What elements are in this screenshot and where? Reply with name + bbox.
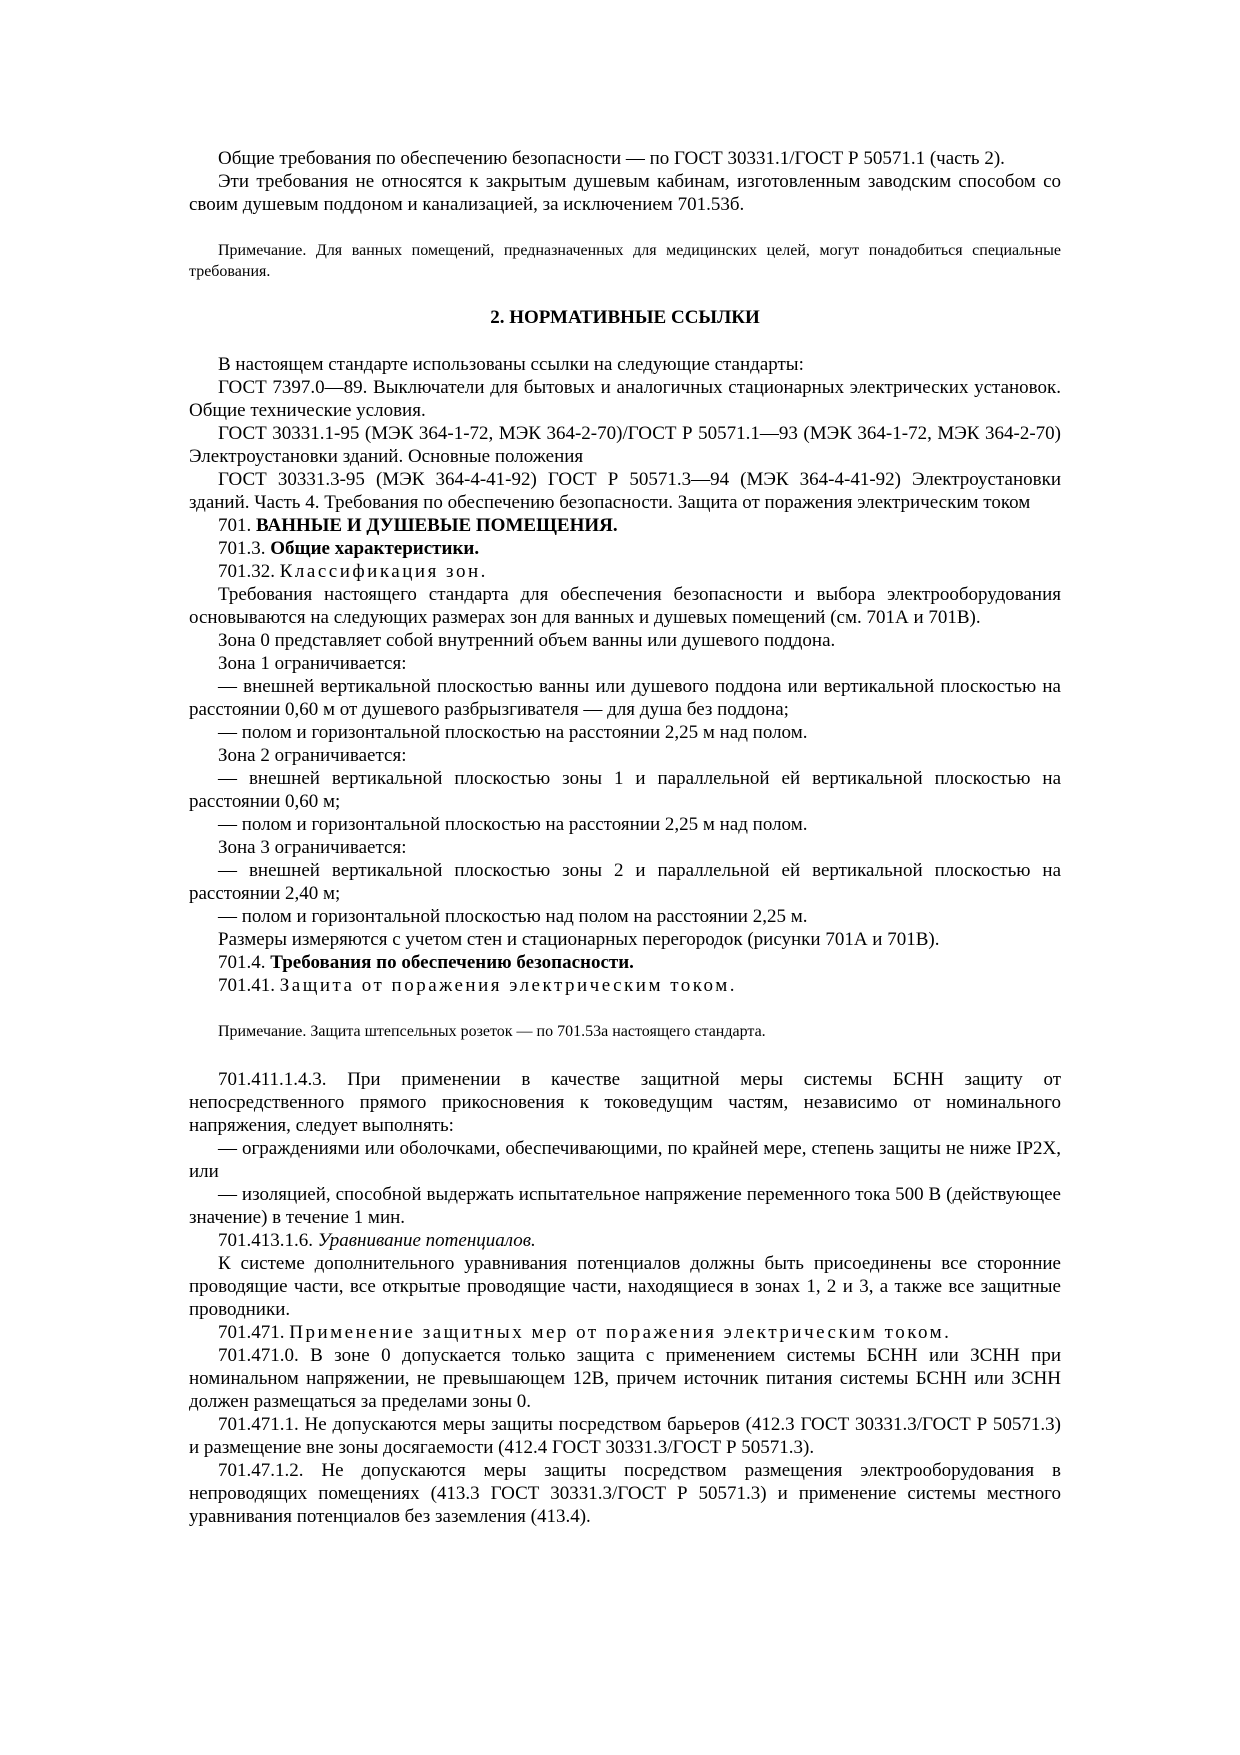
clause-701 <box>189 514 1061 537</box>
document-page <box>189 147 1061 1528</box>
reference-1: ГОСТ 7397.0—89. Выключатели для бытовых и аналогичных стационарных электрических установок. Общие технические условия. <box>189 377 1061 421</box>
zone-3-item-a: — внешней вертикальной плоскостью зоны 2 и параллельной ей вертикальной плоскостью на расстоянии 2,40 м; <box>189 860 1061 904</box>
zone-2: Зона 2 ограничивается: <box>218 745 407 766</box>
clause-title: Уравнивание потенциалов. <box>317 1230 536 1251</box>
clause-title: Защита от поражения электрическим током. <box>279 975 737 996</box>
clause-701-471-0: 701.471.0. В зоне 0 допускается только защита с применением системы БСНН или ЗСНН при номинальном напряжении, не превышающем 12В, причем источник питания системы БСНН или ЗСНН должен размещаться за пределами зоны 0. <box>189 1345 1061 1412</box>
zone-3: Зона 3 ограничивается: <box>218 837 407 858</box>
protection-item-2: — изоляцией, способной выдержать испытательное напряжение переменного тока 500 В (действующее значение) в течение 1 мин. <box>189 1184 1061 1228</box>
zone-2-item-b: — полом и горизонтальной плоскостью на расстоянии 2,25 м над полом. <box>218 814 808 835</box>
zone-0: Зона 0 представляет собой внутренний объем ванны или душевого поддона. <box>218 630 836 651</box>
clause-number: 701.41. <box>218 975 280 996</box>
clause-number: 701. <box>218 515 256 536</box>
intro-note: Примечание. Для ванных помещений, предназначенных для медицинских целей, могут понадобиться специальные требования. <box>189 242 1061 280</box>
clause-701-471-1: 701.471.1. Не допускаются меры защиты посредством барьеров (412.3 ГОСТ 30331.3/ГОСТ Р 50571.3) и размещение вне зоны досягаемости (412.4 ГОСТ 30331.3/ГОСТ Р 50571.3). <box>189 1414 1061 1458</box>
clause-701-3 <box>189 537 1061 560</box>
clause-number: 701.4. <box>218 952 271 973</box>
zone-1-item-a: — внешней вертикальной плоскостью ванны или душевого поддона или вертикальной плоскостью на расстоянии 0,60 м от душевого разбрызгивателя — для душа без поддона; <box>189 676 1061 720</box>
zone-1-item-b: — полом и горизонтальной плоскостью на расстоянии 2,25 м над полом. <box>218 722 808 743</box>
reference-2: ГОСТ 30331.1-95 (МЭК 364-1-72, МЭК 364-2-70)/ГОСТ Р 50571.1—93 (МЭК 364-1-72, МЭК 364-2-70) Электроустановки зданий. Основные положения <box>189 423 1061 467</box>
clause-number: 701.32. <box>218 561 280 582</box>
clause-number: 701.413.1.6. <box>218 1230 318 1251</box>
zone-2-item-a: — внешней вертикальной плоскостью зоны 1 и параллельной ей вертикальной плоскостью на расстоянии 0,60 м; <box>189 768 1061 812</box>
clause-title: Классификация зон. <box>279 561 488 582</box>
clause-title: Общие характеристики. <box>270 538 480 559</box>
reference-3: ГОСТ 30331.3-95 (МЭК 364-4-41-92) ГОСТ Р 50571.3—94 (МЭК 364-4-41-92) Электроустановки зданий. Часть 4. Требования по обеспечению безопасности. Защита от поражения электрическим током <box>189 469 1061 513</box>
protection-item-1: — ограждениями или оболочками, обеспечивающими, по крайней мере, степень защиты не ниже IP2X, или <box>189 1138 1061 1182</box>
clause-701-32 <box>189 560 1061 583</box>
zones-intro: Требования настоящего стандарта для обеспечения безопасности и выбора электрооборудования основываются на следующих размерах зон для ванных и душевых помещений (см. 701А и 701В). <box>189 584 1061 628</box>
equipotential-paragraph: К системе дополнительного уравнивания потенциалов должны быть присоединены все сторонние проводящие части, все открытые проводящие части, находящиеся в зонах 1, 2 и 3, а также все защитные проводники. <box>189 1253 1061 1320</box>
clause-701-471 <box>189 1321 1061 1344</box>
sockets-note: Примечание. Защита штепсельных розеток — по 701.53а настоящего стандарта. <box>218 1023 766 1040</box>
references-lead: В настоящем стандарте использованы ссылки на следующие стандарты: <box>218 354 804 375</box>
clause-title: ВАННЫЕ И ДУШЕВЫЕ ПОМЕЩЕНИЯ. <box>256 515 618 536</box>
zone-1: Зона 1 ограничивается: <box>218 653 407 674</box>
clause-701-411: 701.411.1.4.3. При применении в качестве защитной меры системы БСНН защиту от непосредственного прямого прикосновения к токоведущим частям, независимо от номинального напряжения, следует выполнять: <box>189 1069 1061 1136</box>
intro-paragraph-2: Эти требования не относятся к закрытым душевым кабинам, изготовленным заводским способом со своим душевым поддоном и канализацией, за исключением 701.53б. <box>189 171 1061 215</box>
clause-number: 701.471. <box>218 1322 290 1343</box>
clause-title: Требования по обеспечению безопасности. <box>270 952 634 973</box>
clause-number: 701.3. <box>218 538 271 559</box>
section-heading: 2. НОРМАТИВНЫЕ ССЫЛКИ <box>490 307 760 328</box>
zone-3-item-b: — полом и горизонтальной плоскостью над полом на расстоянии 2,25 м. <box>218 906 808 927</box>
clause-701-41 <box>189 974 1061 997</box>
clause-701-47-1-2: 701.47.1.2. Не допускаются меры защиты посредством размещения электрооборудования в непроводящих помещениях (413.3 ГОСТ 30331.3/ГОСТ Р 50571.3) и применение системы местного уравнивания потенциалов без заземления (413.4). <box>189 1460 1061 1527</box>
intro-paragraph-1: Общие требования по обеспечению безопасности — по ГОСТ 30331.1/ГОСТ Р 50571.1 (часть 2). <box>218 148 1005 169</box>
zones-measure: Размеры измеряются с учетом стен и стационарных перегородок (рисунки 701А и 701В). <box>218 929 940 950</box>
clause-701-413 <box>189 1229 1061 1252</box>
clause-title: Применение защитных мер от поражения электрическим током. <box>289 1322 952 1343</box>
clause-701-4 <box>189 951 1061 974</box>
